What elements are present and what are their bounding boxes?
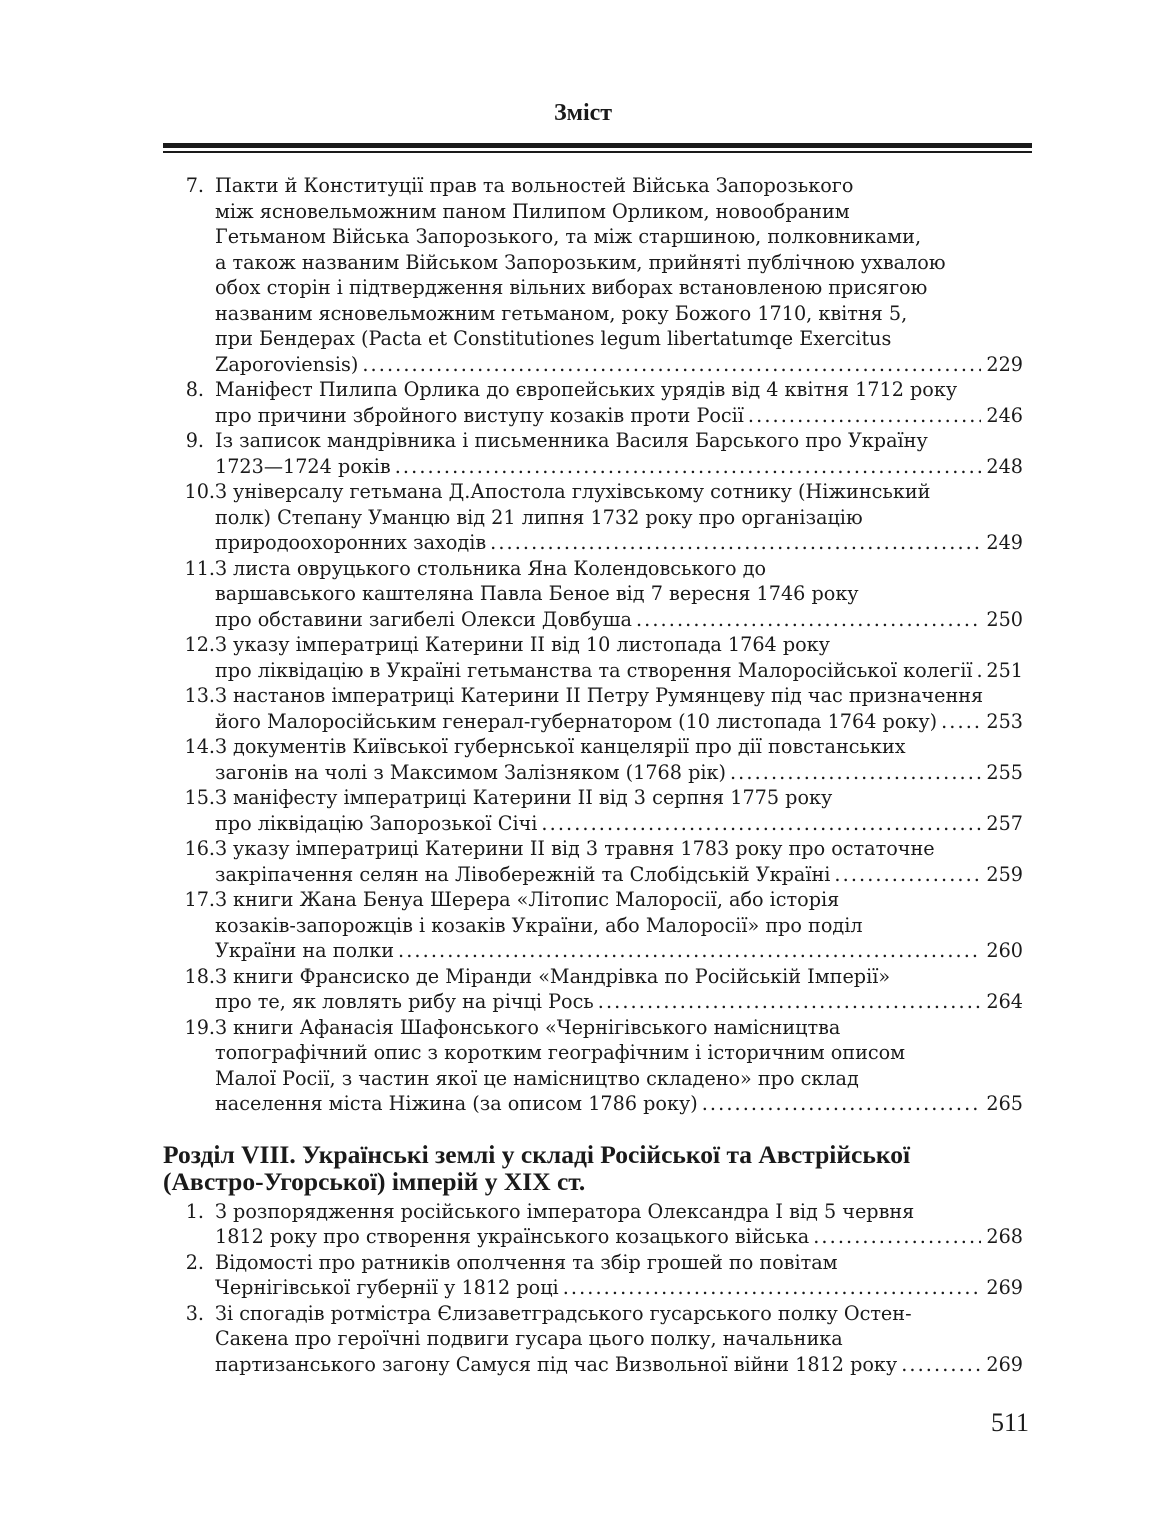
toc-entry-line: його Малоросійським генерал-губернатором (10 листопада 1764 року) [215, 709, 938, 733]
toc-entry-line: Zaporoviensis) [215, 352, 359, 376]
toc-entry-last-line [215, 989, 1023, 1015]
toc-entry-line: Зі спогадів ротмістра Єлизаветградського гусарського полку Остен- [215, 1301, 912, 1325]
toc-entry-text [215, 1199, 1023, 1250]
toc-entry-number: 9. [185, 429, 204, 452]
toc-entry-page-number: 246 [986, 403, 1023, 427]
toc-entry-number: 1. [185, 1199, 204, 1223]
toc-entry-text [215, 1301, 1023, 1378]
dot-leader [541, 811, 981, 837]
toc-entries-chapter-vii [163, 173, 1023, 1117]
toc-entry-line: 1723—1724 років [215, 454, 391, 478]
page-header-title: Зміст [553, 100, 613, 126]
table-of-contents [163, 173, 1023, 1377]
toc-entry-line: про те, як ловлять рибу на річці Рось [215, 990, 594, 1013]
toc-entry-line: З указу імператриці Катерини ІІ від 3 травня 1783 року про остаточне [215, 837, 935, 860]
toc-entry-last-line [215, 403, 1023, 429]
toc-entry-line: про причини збройного виступу козаків проти Росії [215, 403, 744, 427]
toc-entry-number: 12. [184, 633, 215, 656]
toc-entry [163, 964, 1023, 1015]
toc-entry-number: 2. [185, 1250, 204, 1274]
dot-leader [362, 352, 981, 378]
toc-entry [163, 1250, 1023, 1301]
header-rule-thick [163, 143, 1032, 148]
toc-entries-chapter-viii [163, 1199, 1023, 1378]
dot-leader [702, 1091, 981, 1117]
toc-entry-number: 3. [185, 1301, 204, 1325]
toc-entry-line: між ясновельможним паном Пилипом Орликом, новообраним [215, 199, 850, 223]
toc-entry-number: 8. [185, 378, 204, 401]
toc-entry-page-number: 265 [986, 1092, 1023, 1115]
toc-entry-last-line [215, 1275, 1023, 1301]
toc-entry-line: З листа овруцького стольника Яна Колендовського до [215, 556, 767, 580]
toc-entry-line: козаків-запорожців і козаків України, або Малоросії» про поділ [215, 913, 863, 937]
toc-entry-text [215, 428, 1023, 479]
toc-entry-number: 10. [184, 480, 215, 503]
toc-entry-line: 1812 року про створення українського козацького війська [215, 1225, 810, 1248]
toc-entry-line: Чернігівської губернії у 1812 році [215, 1276, 559, 1299]
page-number: 511 [990, 1408, 1029, 1437]
toc-entry-page-number: 248 [986, 454, 1023, 478]
toc-entry-text [215, 887, 1023, 964]
toc-entry-number: 16. [184, 837, 215, 860]
toc-entry [163, 734, 1023, 785]
toc-entry-text [215, 1015, 1023, 1117]
header-rule-thin [163, 151, 1032, 153]
toc-entry-line: З настанов імператриці Катерини ІІ Петру Румянцеву під час призначення [215, 684, 984, 707]
toc-entry-last-line [215, 1091, 1023, 1117]
toc-entry [163, 173, 1023, 377]
toc-entry [163, 887, 1023, 964]
toc-entry-line: З книги Франсиско де Міранди «Мандрівка по Російській Імперії» [215, 964, 891, 988]
toc-entry-line: закріпачення селян на Лівобережній та Слобідській Україні [215, 862, 831, 886]
toc-entry-text [215, 734, 1023, 785]
toc-entry-last-line [215, 938, 1023, 964]
toc-entry [163, 479, 1023, 556]
toc-entry-page-number: 249 [986, 531, 1023, 554]
toc-entry-line: України на полки [215, 939, 395, 962]
dot-leader [636, 607, 981, 633]
toc-entry-line: З розпорядження російського імператора Олександра І від 5 червня [215, 1199, 915, 1223]
toc-entry-page-number: 257 [986, 811, 1023, 835]
dot-leader [598, 989, 981, 1015]
toc-entry-last-line [215, 760, 1023, 786]
toc-entry-line: З універсалу гетьмана Д.Апостола глухівському сотнику (Ніжинський [215, 480, 931, 503]
toc-entry-text [215, 556, 1023, 633]
toc-entry-last-line [215, 1224, 1023, 1250]
toc-entry [163, 556, 1023, 633]
toc-entry-page-number: 255 [986, 760, 1023, 784]
toc-entry-line: З маніфесту імператриці Катерини ІІ від 3 серпня 1775 року [215, 786, 833, 809]
toc-entry-number: 18. [184, 964, 215, 988]
toc-entry-number: 14. [184, 735, 215, 758]
toc-entry-number: 19. [184, 1015, 215, 1039]
toc-entry-text [215, 836, 1023, 887]
toc-entry-line: З книги Жана Бенуа Шерера «Літопис Малоросії, або історія [215, 888, 840, 911]
section-title-line-1: Розділ VIII. Українські землі у складі Російської та Австрійської [163, 1139, 911, 1169]
toc-entry-page-number: 268 [986, 1225, 1023, 1248]
toc-entry-number: 15. [184, 786, 215, 809]
toc-entry-page-number: 259 [986, 862, 1023, 886]
toc-entry-last-line [215, 607, 1023, 633]
toc-entry-line: при Бендерах (Pacta et Constitutiones legum libertatumqe Exercitus [215, 327, 892, 350]
toc-entry [163, 785, 1023, 836]
toc-entry-line: а також названим Військом Запорозьким, прийняті публічною ухвалою [215, 250, 946, 274]
toc-entry-line: названим ясновельможним гетьманом, року Божого 1710, квітня 5, [215, 301, 908, 325]
toc-entry-line: про ліквідацію Запорозької Січі [215, 811, 538, 835]
toc-entry-line: Гетьманом Війська Запорозького, та між старшиною, полковниками, [215, 225, 922, 248]
dot-leader [395, 454, 981, 480]
toc-entry-line: обох сторін і підтвердження вільних виборах встановленою присягою [215, 276, 928, 299]
dot-leader [977, 658, 982, 684]
toc-entry-page-number: 269 [986, 1276, 1023, 1299]
toc-entry-last-line [215, 454, 1023, 480]
toc-entry-line: про обставини загибелі Олекси Довбуша [215, 607, 632, 631]
toc-entry-page-number: 260 [986, 939, 1023, 962]
toc-entry-last-line [215, 352, 1023, 378]
toc-entry-page-number: 269 [986, 1352, 1023, 1376]
toc-entry-page-number: 229 [986, 352, 1023, 376]
toc-entry-line: топографічний опис з коротким географічним і історичним описом [215, 1041, 906, 1064]
toc-entry-text [215, 1250, 1023, 1301]
toc-entry-page-number: 264 [986, 990, 1023, 1013]
toc-entry-page-number: 250 [986, 607, 1023, 631]
dot-leader [730, 760, 981, 786]
toc-entry-text [215, 632, 1023, 683]
toc-entry-line: З документів Київської губернської канцелярії про дії повстанських [215, 735, 906, 758]
dot-leader [748, 403, 981, 429]
toc-entry-text [215, 377, 1023, 428]
toc-entry-line: Відомості про ратників ополчення та збір грошей по повітам [215, 1250, 838, 1274]
toc-entry-last-line [215, 530, 1023, 556]
toc-entry-line: полк) Степану Уманцю від 21 липня 1732 року про організацію [215, 505, 863, 529]
toc-entry-line: Малої Росії, з частин якої це намісництво складено» про склад [215, 1066, 859, 1090]
toc-entry-line: Із записок мандрівника і письменника Василя Барського про Україну [215, 429, 928, 452]
dot-leader [901, 1352, 981, 1378]
toc-entry-last-line [215, 862, 1023, 888]
toc-entry-line: партизанського загону Самуся під час Визвольної війни 1812 року [215, 1352, 898, 1376]
toc-entry-line: варшавського каштеляна Павла Беное від 7 вересня 1746 року [215, 582, 859, 605]
toc-entry [163, 836, 1023, 887]
dot-leader [834, 862, 981, 888]
section-title-line-2: (Австро-Угорської) імперій у ХІХ ст. [163, 1166, 586, 1196]
toc-entry-line: природоохоронних заходів [215, 531, 487, 554]
toc-entry-line: населення міста Ніжина (за описом 1786 року) [215, 1092, 698, 1115]
toc-entry-number: 13. [184, 684, 215, 707]
toc-entry-text [215, 964, 1023, 1015]
toc-entry-text [215, 683, 1023, 734]
toc-entry-line: загонів на чолі з Максимом Залізняком (1768 рік) [215, 760, 726, 784]
section-heading [163, 1141, 1023, 1195]
toc-entry-page-number: 253 [986, 709, 1023, 733]
toc-entry-last-line [215, 658, 1023, 684]
toc-entry [163, 1015, 1023, 1117]
dot-leader [813, 1224, 981, 1250]
toc-entry [163, 683, 1023, 734]
toc-entry-number: 11. [184, 556, 215, 580]
toc-entry-number: 7. [185, 174, 204, 197]
toc-entry-line: Сакена про героїчні подвиги гусара цього полку, начальника [215, 1327, 843, 1350]
toc-entry-last-line [215, 811, 1023, 837]
toc-entry-line: про ліквідацію в Україні гетьманства та створення Малоросійської колегії [215, 658, 973, 682]
toc-entry-text [215, 479, 1023, 556]
toc-entry-line: Пакти й Конституції прав та вольностей Війська Запорозького [215, 174, 854, 197]
toc-entry [163, 1301, 1023, 1378]
dot-leader [941, 709, 981, 735]
toc-entry [163, 428, 1023, 479]
toc-entry-last-line [215, 1352, 1023, 1378]
toc-entry-text [215, 173, 1023, 377]
toc-entry [163, 632, 1023, 683]
toc-entry-text [215, 785, 1023, 836]
toc-entry-number: 17. [184, 888, 215, 911]
toc-entry [163, 377, 1023, 428]
toc-entry-page-number: 251 [986, 658, 1023, 682]
toc-entry [163, 1199, 1023, 1250]
dot-leader [398, 938, 981, 964]
dot-leader [563, 1275, 981, 1301]
toc-entry-line: З книги Афанасія Шафонського «Чернігівського намісництва [215, 1015, 841, 1039]
toc-entry-line: З указу імператриці Катерини ІІ від 10 листопада 1764 року [215, 633, 830, 656]
toc-entry-last-line [215, 709, 1023, 735]
toc-entry-line: Маніфест Пилипа Орлика до європейських урядів від 4 квітня 1712 року [215, 378, 958, 401]
dot-leader [490, 530, 981, 556]
